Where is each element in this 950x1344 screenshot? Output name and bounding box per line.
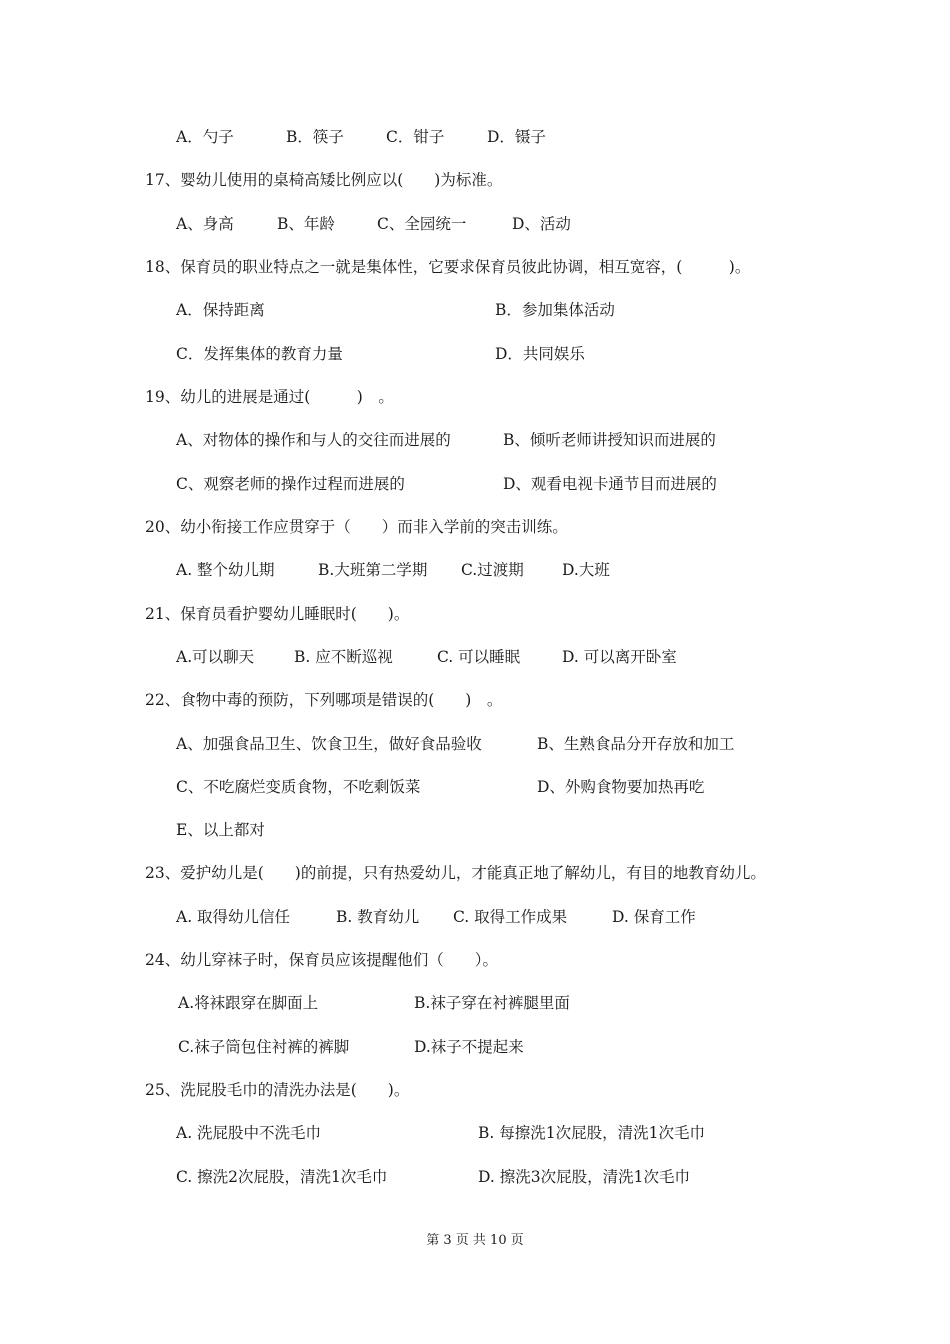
q19-option-b: B、倾听老师讲授知识而进展的 xyxy=(503,431,716,449)
q21-option-c: C. 可以睡眠 xyxy=(437,648,521,666)
page-footer: 第 3 页 共 10 页 xyxy=(426,1233,524,1248)
q24-option-d: D.袜子不提起来 xyxy=(414,1038,524,1056)
q18-option-d: D．共同娱乐 xyxy=(495,345,585,363)
q22-option-d: D、外购食物要加热再吃 xyxy=(537,778,705,796)
q20-option-b: B.大班第二学期 xyxy=(318,561,428,579)
q23-option-d: D. 保育工作 xyxy=(612,908,696,926)
q22-option-c: C、不吃腐烂变质食物，不吃剩饭菜 xyxy=(176,778,421,796)
q18-option-a: A．保持距离 xyxy=(176,301,265,319)
q18-option-b: B．参加集体活动 xyxy=(495,301,615,319)
q23-option-a: A. 取得幼儿信任 xyxy=(176,908,291,926)
q17-option-c: C、全园统一 xyxy=(377,215,467,233)
q24-option-b: B.袜子穿在衬裤腿里面 xyxy=(414,994,570,1012)
q25-option-a: A. 洗屁股中不洗毛巾 xyxy=(176,1124,322,1142)
q23-option-c: C. 取得工作成果 xyxy=(453,908,568,926)
q21-stem: 21、保育员看护婴幼儿睡眠时( )。 xyxy=(145,605,410,623)
q20-stem: 20、幼小衔接工作应贯穿于（ ）而非入学前的突击训练。 xyxy=(145,518,568,536)
q17-stem: 17、婴幼儿使用的桌椅高矮比例应以( )为标准。 xyxy=(145,171,503,189)
q24-stem: 24、幼儿穿袜子时，保育员应该提醒他们（ ）。 xyxy=(145,951,498,969)
q17-option-a: A、身高 xyxy=(176,215,234,233)
q18-stem: 18、保育员的职业特点之一就是集体性，它要求保育员彼此协调，相互宽容，( )。 xyxy=(145,258,751,276)
q23-stem: 23、爱护幼儿是( )的前提，只有热爱幼儿，才能真正地了解幼儿，有目的地教育幼儿。 xyxy=(145,864,766,882)
q25-option-b: B. 每擦洗1次屁股，清洗1次毛巾 xyxy=(478,1124,705,1142)
q22-option-b: B、生熟食品分开存放和加工 xyxy=(537,735,735,753)
q25-option-d: D. 擦洗3次屁股，清洗1次毛巾 xyxy=(478,1168,690,1186)
q20-option-a: A. 整个幼儿期 xyxy=(176,561,275,579)
q20-option-c: C.过渡期 xyxy=(461,561,524,579)
q20-option-d: D.大班 xyxy=(562,561,610,579)
q16-option-d: D．镊子 xyxy=(487,128,546,146)
q25-option-c: C. 擦洗2次屁股，清洗1次毛巾 xyxy=(176,1168,388,1186)
q22-stem: 22、食物中毒的预防，下列哪项是错误的( ) 。 xyxy=(145,691,503,709)
q25-stem: 25、洗屁股毛巾的清洗办法是( )。 xyxy=(145,1081,410,1099)
q21-option-b: B. 应不断巡视 xyxy=(294,648,393,666)
q18-option-c: C．发挥集体的教育力量 xyxy=(176,345,343,363)
q16-option-a: A．勺子 xyxy=(176,128,234,146)
q24-option-a: A.将袜跟穿在脚面上 xyxy=(178,994,319,1012)
q19-option-d: D、观看电视卡通节目而进展的 xyxy=(503,475,717,493)
q19-option-c: C、观察老师的操作过程而进展的 xyxy=(176,475,405,493)
q19-stem: 19、幼儿的进展是通过( ) 。 xyxy=(145,388,394,406)
q16-option-c: C．钳子 xyxy=(386,128,445,146)
q22-option-a: A、加强食品卫生、饮食卫生，做好食品验收 xyxy=(176,735,482,753)
q21-option-d: D. 可以离开卧室 xyxy=(562,648,677,666)
q17-option-b: B、年龄 xyxy=(277,215,335,233)
q24-option-c: C.袜子筒包住衬裤的裤脚 xyxy=(178,1038,350,1056)
q21-option-a: A.可以聊天 xyxy=(176,648,255,666)
q22-option-e: E、以上都对 xyxy=(176,821,265,839)
q16-option-b: B．筷子 xyxy=(286,128,344,146)
q17-option-d: D、活动 xyxy=(512,215,571,233)
q19-option-a: A、对物体的操作和与人的交往而进展的 xyxy=(176,431,451,449)
q23-option-b: B. 教育幼儿 xyxy=(336,908,420,926)
